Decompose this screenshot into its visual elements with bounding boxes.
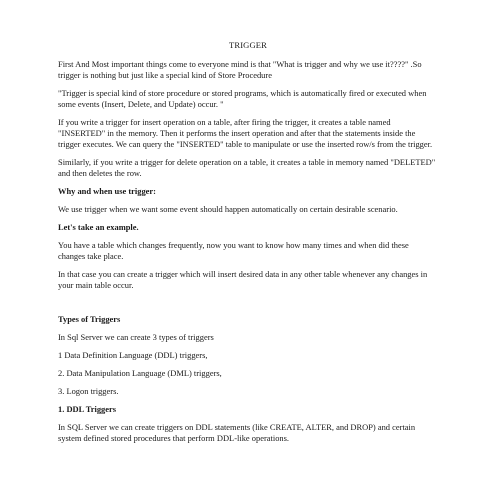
example-paragraph-1: You have a table which changes frequently, now you want to know how many times and when did these changes take place. [58,240,409,261]
example-paragraph-2: In that case you can create a trigger which will insert desired data in any other table whenever any changes in your main table occur. [58,269,428,290]
why-when-paragraph: We use trigger when we want some event should happen automatically on certain desirable scenario. [58,204,398,214]
deleted-table-paragraph: Similarly, if you write a trigger for delete operation on a table, it creates a table in memory named "DELETED" and then deletes the row. [58,157,436,178]
ddl-paragraph: In SQL Server we can create triggers on DDL statements (like CREATE, ALTER, and DROP) and certain system defined stored procedures that perform DDL-like operations. [58,422,416,443]
example-heading: Let's take an example. [58,222,139,232]
section-spacer [58,298,438,314]
why-when-heading: Why and when use trigger: [58,186,156,196]
intro-paragraph: First And Most important things come to everyone mind is that "What is trigger and why we use it????" .So trigger is nothing but just like a special kind of Store Procedure [58,59,422,80]
document-body [58,40,438,451]
type-ddl: 1 Data Definition Language (DDL) triggers, [58,350,208,360]
types-intro: In Sql Server we can create 3 types of triggers [58,332,214,342]
type-dml: 2. Data Manipulation Language (DML) triggers, [58,368,222,378]
types-heading: Types of Triggers [58,314,121,324]
definition-paragraph: "Trigger is special kind of store procedure or stored programs, which is automatically fired or executed when some events (Insert, Delete, and Update) occur. " [58,88,427,109]
ddl-heading: 1. DDL Triggers [58,404,117,414]
inserted-table-paragraph: If you write a trigger for insert operation on a table, after firing the trigger, it creates a table named "INSERTED" in the memory. Then it performs the insert operation and after that the statements inside the trigger executes. We can query the "INSERTED" table to manipulate or use the inserted row/s from the trigger. [58,117,433,149]
document-title: TRIGGER [229,40,267,50]
type-logon: 3. Logon triggers. [58,386,119,396]
